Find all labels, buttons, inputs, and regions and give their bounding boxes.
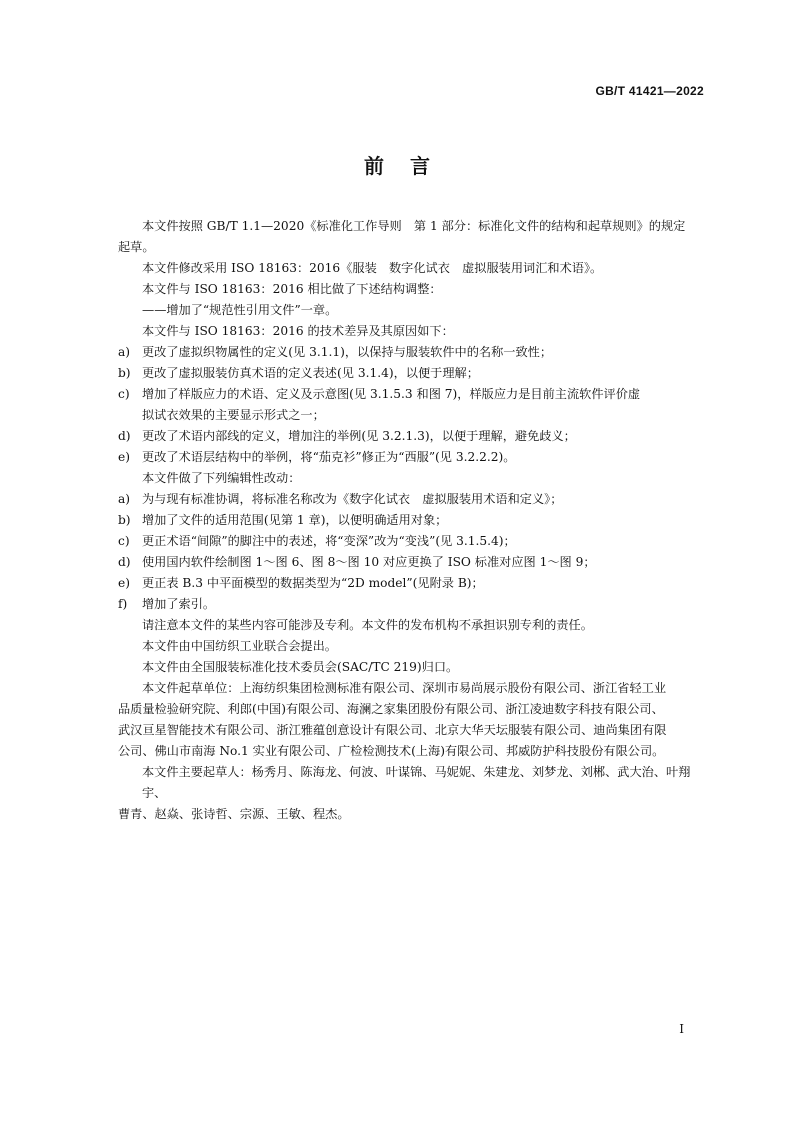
- paragraph-structure-changes: 本文件与 ISO 18163：2016 相比做了下述结构调整：: [142, 282, 442, 296]
- list-item: [118, 573, 706, 594]
- paragraph-patent-notice: 请注意本文件的某些内容可能涉及专利。本文件的发布机构不承担识别专利的责任。: [142, 618, 593, 632]
- list-item-text: 更改了术语内部线的定义，增加注的举例(见 3.2.1.3)，以便于理解，避免歧义；: [142, 429, 576, 443]
- list-item-label: c): [118, 534, 130, 548]
- list-item: [118, 531, 706, 552]
- list-item-text: 更改了虚拟织物属性的定义(见 3.1.1)，以保持与服装软件中的名称一致性；: [142, 345, 553, 359]
- list-item-label: f): [118, 597, 128, 611]
- page-title: 前言: [364, 154, 456, 178]
- list-item-label: b): [118, 513, 131, 527]
- paragraph-drafters: 本文件主要起草人：杨秀月、陈海龙、何波、叶谋锦、马妮妮、朱建龙、刘梦龙、刘郴、武大治、叶翔宇、 曹青、赵焱、张诗哲、宗源、王敏、程杰。: [118, 765, 691, 821]
- list-item-text: 为与现有标准协调，将标准名称改为《数字化试衣 虚拟服装用术语和定义》；: [142, 492, 563, 506]
- list-item: [118, 426, 706, 447]
- list-item-text: 更改了术语层结构中的举例，将“茄克衫”修正为“西服”(见 3.2.2.2)。: [142, 450, 516, 464]
- list-item-text: 更正表 B.3 中平面模型的数据类型为“2D model”(见附录 B)；: [142, 576, 484, 590]
- paragraph-structure-item: ——增加了“规范性引用文件”一章。: [142, 303, 338, 317]
- list-item: [118, 489, 706, 510]
- paragraph-drafting-rules: 本文件按照 GB/T 1.1—2020《标准化工作导则 第 1 部分：标准化文件的结构和起草规则》的规定 起草。: [118, 219, 686, 254]
- list-item: [118, 342, 706, 363]
- list-item: [118, 510, 706, 531]
- list-item-text: 增加了文件的适用范围(见第 1 章)，以便明确适用对象；: [142, 513, 448, 527]
- list-item-label: a): [118, 345, 131, 359]
- list-item-label: e): [118, 450, 130, 464]
- editorial-change-list: [118, 489, 706, 615]
- paragraph-technical-differences: 本文件与 ISO 18163：2016 的技术差异及其原因如下：: [142, 324, 454, 338]
- list-item-label: a): [118, 492, 131, 506]
- list-item: [118, 384, 706, 426]
- list-item-label: c): [118, 387, 130, 401]
- paragraph-committee: 本文件由全国服装标准化技术委员会(SAC/TC 219)归口。: [142, 660, 459, 674]
- paragraph-proposer: 本文件由中国纺织工业联合会提出。: [142, 639, 337, 653]
- standard-number: GB/T 41421—2022: [595, 84, 704, 98]
- paragraph-drafting-organizations: 本文件起草单位：上海纺织集团检测标准有限公司、深圳市易尚展示股份有限公司、浙江省轻工业 品质量检验研究院、利郎(中国)有限公司、海澜之家集团股份有限公司、浙江凌迪数字科技有限公司、 武汉亘星智能技术有限公司、浙江雅蕴创意设计有限公司、北京大华天坛服装有限公司、迪尚集团有限 公司、佛山市南海 No.1 实业有限公司、广检检测技术(上海)有限公司、邦威防护科技股份有限公司。: [118, 681, 667, 758]
- list-item-text: 使用国内软件绘制图 1～图 6、图 8～图 10 对应更换了 ISO 标准对应图 1～图 9；: [142, 555, 596, 569]
- list-item: [118, 363, 706, 384]
- list-item-label: b): [118, 366, 131, 380]
- list-item: [118, 594, 706, 615]
- list-item-text: 更改了虚拟服装仿真术语的定义表述(见 3.1.4)，以便于理解；: [142, 366, 479, 380]
- list-item: [118, 447, 706, 468]
- list-item-text: 更正术语“间隙”的脚注中的表述，将“变深”改为“变浅”(见 3.1.5.4)；: [142, 534, 516, 548]
- technical-difference-list: [118, 342, 706, 468]
- list-item-text: 增加了索引。: [142, 597, 216, 611]
- page-number: I: [679, 1022, 684, 1036]
- list-item-label: e): [118, 576, 130, 590]
- list-item: [118, 552, 706, 573]
- list-item-label: d): [118, 429, 131, 443]
- list-item-label: d): [118, 555, 131, 569]
- list-item-text: 增加了样版应力的术语、定义及示意图(见 3.1.5.3 和图 7)，样版应力是目前主流软件评价虚 拟试衣效果的主要显示形式之一；: [142, 387, 641, 422]
- foreword-body: [118, 216, 706, 825]
- paragraph-adoption: 本文件修改采用 ISO 18163：2016《服装 数字化试衣 虚拟服装用词汇和术语》。: [142, 261, 603, 275]
- paragraph-editorial-changes: 本文件做了下列编辑性改动：: [142, 471, 301, 485]
